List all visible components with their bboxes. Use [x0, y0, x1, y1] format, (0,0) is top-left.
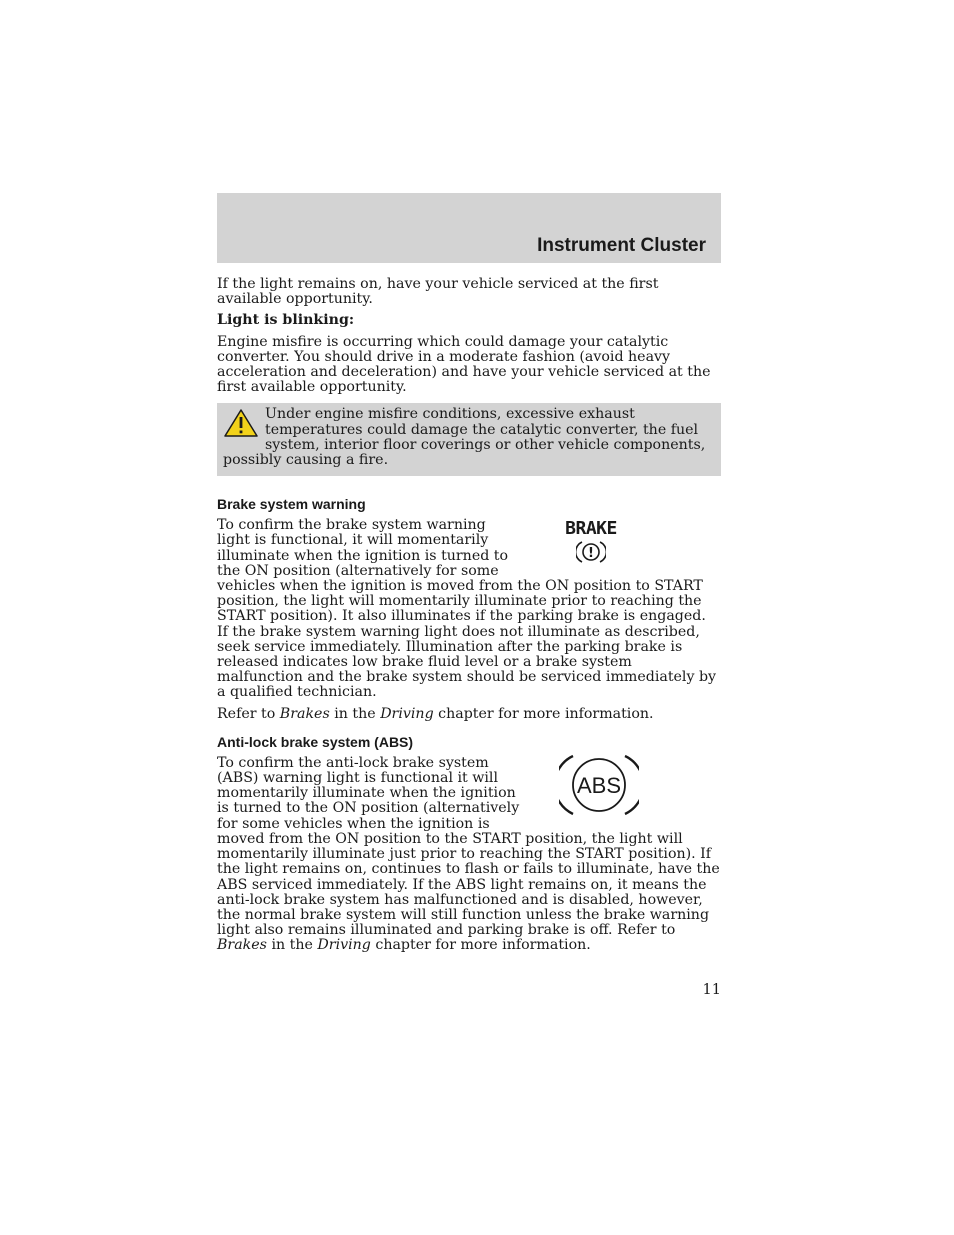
- refer-suffix: chapter for more information.: [433, 705, 654, 722]
- abs-refer-brakes: Brakes: [217, 937, 267, 954]
- warning-box: [217, 403, 721, 476]
- abs-text-main: To confirm the anti-lock brake system (ABS) warning light is functional it will momentarily illuminate when the ignition is turned to the ON position (alternatively for some vehicles when the ignition is moved from the ON position to the START position, the light will momentarily illuminate just prior to reaching the START position). If the light remains on, continues to flash or fails to illuminate, have the ABS serviced immediately. If the ABS light remains on, it means the anti-lock brake system has malfunctioned and is disabled, however, the normal brake system will still function unless the brake warning light also remains illuminated and parking brake is off. Refer to: [217, 754, 720, 939]
- refer-prefix: Refer to: [217, 705, 280, 722]
- chapter-title: Instrument Cluster: [537, 235, 706, 256]
- chapter-header-band: [217, 193, 721, 263]
- abs-section-heading: Anti-lock brake system (ABS): [217, 733, 414, 750]
- intro-paragraph: If the light remains on, have your vehicle serviced at the first available opportunity.: [217, 276, 659, 308]
- brake-circle-exclamation-icon: [576, 540, 606, 564]
- refer-brakes: Brakes: [279, 705, 330, 722]
- brake-section-text: To confirm the brake system warning light is functional, it will momentarily illuminate when the ignition is turned to the ON position (alternatively for some vehicles when the ignition is moved from the ON position to START position, the light will momentarily illuminate prior to reaching the START position). It also illuminates if the parking brake is engaged. If the brake system warning light does not illuminate as described, seek service immediately. Illumination after the parking brake is released indicates low brake fluid level or a brake system malfunction and the brake system should be serviced immediately by a qualified technician.: [217, 517, 717, 701]
- refer-driving: Driving: [380, 705, 434, 722]
- misfire-paragraph: Engine misfire is occurring which could damage your catalytic converter. You should drive in a moderate fashion (avoid heavy acceleration and deceleration) and have your vehicle serviced at the first available opportunity.: [217, 333, 711, 396]
- abs-warning-light-icon: [521, 756, 721, 826]
- brake-refer-line: [217, 707, 721, 722]
- brake-icon-label: BRAKE: [565, 518, 617, 540]
- brake-section-body: [217, 518, 721, 700]
- abs-refer-driving: Driving: [317, 937, 371, 954]
- warning-triangle-icon: [223, 408, 259, 438]
- blinking-subheading: Light is blinking:: [217, 312, 355, 329]
- abs-section-body: [217, 756, 721, 954]
- abs-refer-mid: in the: [266, 937, 318, 954]
- page-number: 11: [702, 982, 721, 998]
- refer-mid: in the: [329, 705, 381, 722]
- page-content: [217, 277, 721, 954]
- warning-text: Under engine misfire conditions, excessive exhaust temperatures could damage the catalytic converter, the fuel system, interior floor coverings or other vehicle components, possibly causing a fire.: [223, 406, 706, 469]
- abs-refer-suffix: chapter for more information.: [370, 937, 591, 954]
- brake-icon-symbol: !: [588, 546, 594, 562]
- abs-icon-label: ABS: [576, 772, 622, 798]
- brake-section-heading: Brake system warning: [217, 496, 366, 513]
- abs-circle-icon: [559, 750, 639, 820]
- brake-warning-light-icon: [521, 518, 721, 568]
